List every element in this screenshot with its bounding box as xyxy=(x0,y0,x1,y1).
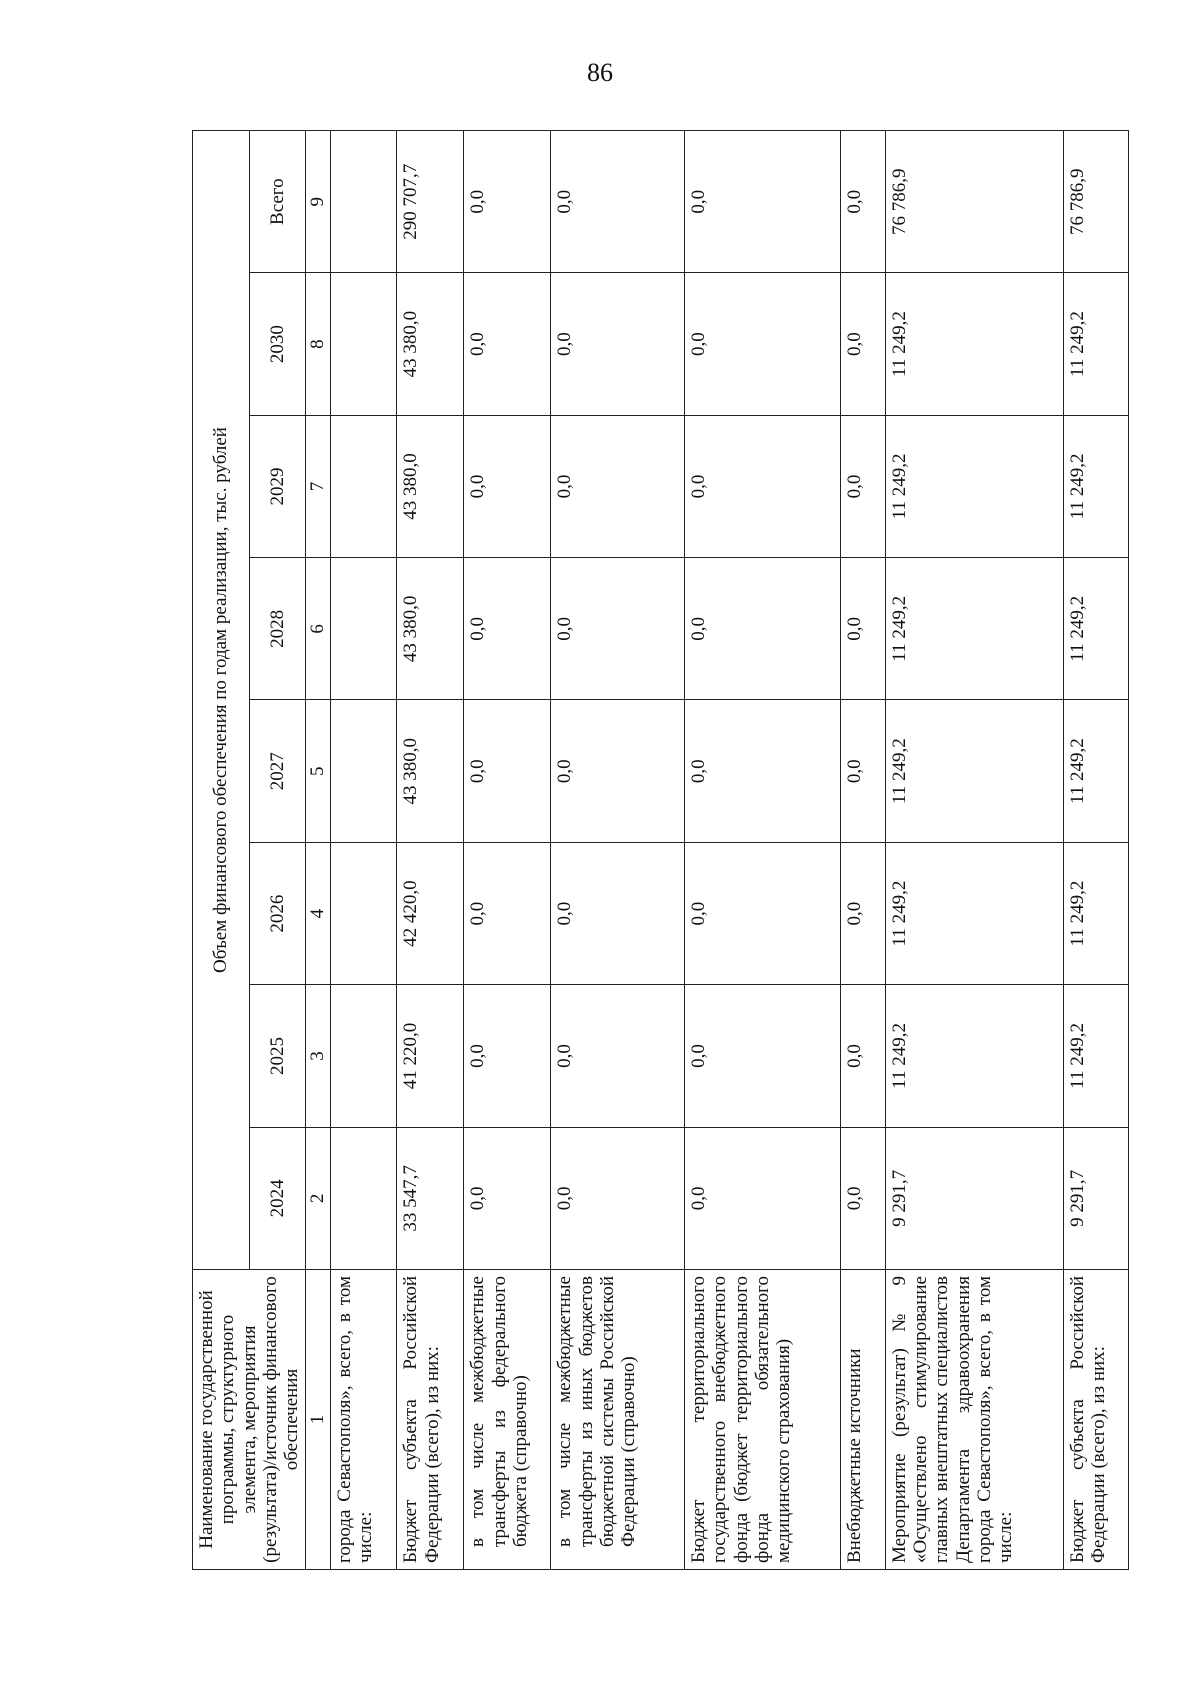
row-value: 0,0 xyxy=(841,415,886,557)
row-value xyxy=(330,273,397,415)
row-value: 11 249,2 xyxy=(1064,842,1129,984)
header-year: 2025 xyxy=(249,985,306,1127)
header-row-group xyxy=(193,131,250,1570)
rotated-table-container xyxy=(192,130,1110,1570)
row-value: 0,0 xyxy=(551,700,685,842)
header-year: 2029 xyxy=(249,415,306,557)
row-value: 11 249,2 xyxy=(1064,985,1129,1127)
column-index: 8 xyxy=(306,273,330,415)
row-value xyxy=(330,985,397,1127)
row-value: 0,0 xyxy=(464,558,551,700)
row-value: 0,0 xyxy=(464,842,551,984)
row-value: 0,0 xyxy=(464,985,551,1127)
row-value: 9 291,7 xyxy=(1064,1127,1129,1269)
row-value: 43 380,0 xyxy=(397,700,464,842)
table-row xyxy=(464,131,551,1570)
row-value: 0,0 xyxy=(685,273,841,415)
row-value: 0,0 xyxy=(841,131,886,273)
row-value xyxy=(330,842,397,984)
header-row-indices xyxy=(306,131,330,1570)
row-name: Мероприятие (результат) № 9 «Осуществлено стимулирование главных внештатных специалистов Департамента здравоохранения города Севастополя», всего, в том числе: xyxy=(885,1270,1063,1570)
row-value: 0,0 xyxy=(551,842,685,984)
row-value xyxy=(330,415,397,557)
row-value: 76 786,9 xyxy=(885,131,1063,273)
header-year: 2030 xyxy=(249,273,306,415)
row-value xyxy=(330,700,397,842)
row-value: 11 249,2 xyxy=(1064,273,1129,415)
row-name: Бюджет субъекта Российской Федерации (всего), из них: xyxy=(1064,1270,1129,1570)
header-year: 2027 xyxy=(249,700,306,842)
row-value: 11 249,2 xyxy=(1064,700,1129,842)
header-year: 2026 xyxy=(249,842,306,984)
row-name: Бюджет территориального государственного внебюджетного фонда (бюджет территориального фонда обязательного медицинского страхования) xyxy=(685,1270,841,1570)
row-value: 11 249,2 xyxy=(885,700,1063,842)
row-value: 0,0 xyxy=(685,558,841,700)
row-value: 0,0 xyxy=(464,415,551,557)
column-index: 7 xyxy=(306,415,330,557)
row-value: 9 291,7 xyxy=(885,1127,1063,1269)
row-value xyxy=(330,558,397,700)
row-value: 0,0 xyxy=(685,1127,841,1269)
row-value xyxy=(330,131,397,273)
row-value: 0,0 xyxy=(685,985,841,1127)
row-value: 0,0 xyxy=(551,558,685,700)
table-row xyxy=(397,131,464,1570)
page-number: 86 xyxy=(587,58,613,87)
row-value: 43 380,0 xyxy=(397,273,464,415)
column-index: 6 xyxy=(306,558,330,700)
header-name-column: Наименование государственной программы, структурного элемента, мероприятия (результата)/источник финансового обеспечения xyxy=(193,1270,306,1570)
row-value: 11 249,2 xyxy=(885,558,1063,700)
header-total: Всего xyxy=(249,131,306,273)
row-value: 0,0 xyxy=(551,273,685,415)
header-year: 2024 xyxy=(249,1127,306,1269)
table-row xyxy=(885,131,1063,1570)
row-value: 0,0 xyxy=(841,273,886,415)
row-name: в том числе межбюджетные трансферты из федерального бюджета (справочно) xyxy=(464,1270,551,1570)
row-value: 33 547,7 xyxy=(397,1127,464,1269)
row-value: 0,0 xyxy=(551,131,685,273)
row-value: 0,0 xyxy=(841,842,886,984)
row-value: 290 707,7 xyxy=(397,131,464,273)
row-value: 0,0 xyxy=(551,1127,685,1269)
row-value: 11 249,2 xyxy=(1064,415,1129,557)
row-value: 43 380,0 xyxy=(397,415,464,557)
row-value: 0,0 xyxy=(685,842,841,984)
column-index: 5 xyxy=(306,700,330,842)
table-row xyxy=(1064,131,1129,1570)
row-value: 0,0 xyxy=(685,415,841,557)
row-value: 11 249,2 xyxy=(885,842,1063,984)
row-value: 43 380,0 xyxy=(397,558,464,700)
row-value: 76 786,9 xyxy=(1064,131,1129,273)
row-value xyxy=(330,1127,397,1269)
row-value: 0,0 xyxy=(464,131,551,273)
row-name: в том числе межбюджетные трансферты из иных бюджетов бюджетной системы Российской Федерации (справочно) xyxy=(551,1270,685,1570)
row-name: Внебюджетные источники xyxy=(841,1270,886,1570)
row-value: 0,0 xyxy=(841,985,886,1127)
row-value: 11 249,2 xyxy=(1064,558,1129,700)
row-value: 0,0 xyxy=(464,1127,551,1269)
row-value: 42 420,0 xyxy=(397,842,464,984)
column-index: 9 xyxy=(306,131,330,273)
header-financing-group: Объем финансового обеспечения по годам реализации, тыс. рублей xyxy=(193,131,250,1270)
column-index: 4 xyxy=(306,842,330,984)
row-value: 41 220,0 xyxy=(397,985,464,1127)
table-row xyxy=(551,131,685,1570)
row-value: 0,0 xyxy=(841,700,886,842)
column-index: 2 xyxy=(306,1127,330,1269)
table-row xyxy=(841,131,886,1570)
row-value: 0,0 xyxy=(551,985,685,1127)
row-value: 11 249,2 xyxy=(885,415,1063,557)
column-index: 3 xyxy=(306,985,330,1127)
header-year: 2028 xyxy=(249,558,306,700)
table-row xyxy=(330,131,397,1570)
row-value: 0,0 xyxy=(464,273,551,415)
row-value: 0,0 xyxy=(551,415,685,557)
row-name: города Севастополя», всего, в том числе: xyxy=(330,1270,397,1570)
row-value: 0,0 xyxy=(464,700,551,842)
row-value: 0,0 xyxy=(841,558,886,700)
row-value: 11 249,2 xyxy=(885,273,1063,415)
column-index: 1 xyxy=(306,1270,330,1570)
row-value: 11 249,2 xyxy=(885,985,1063,1127)
row-value: 0,0 xyxy=(685,700,841,842)
row-value: 0,0 xyxy=(685,131,841,273)
row-name: Бюджет субъекта Российской Федерации (всего), из них: xyxy=(397,1270,464,1570)
row-value: 0,0 xyxy=(841,1127,886,1269)
financing-table xyxy=(192,130,1129,1570)
table-row xyxy=(685,131,841,1570)
